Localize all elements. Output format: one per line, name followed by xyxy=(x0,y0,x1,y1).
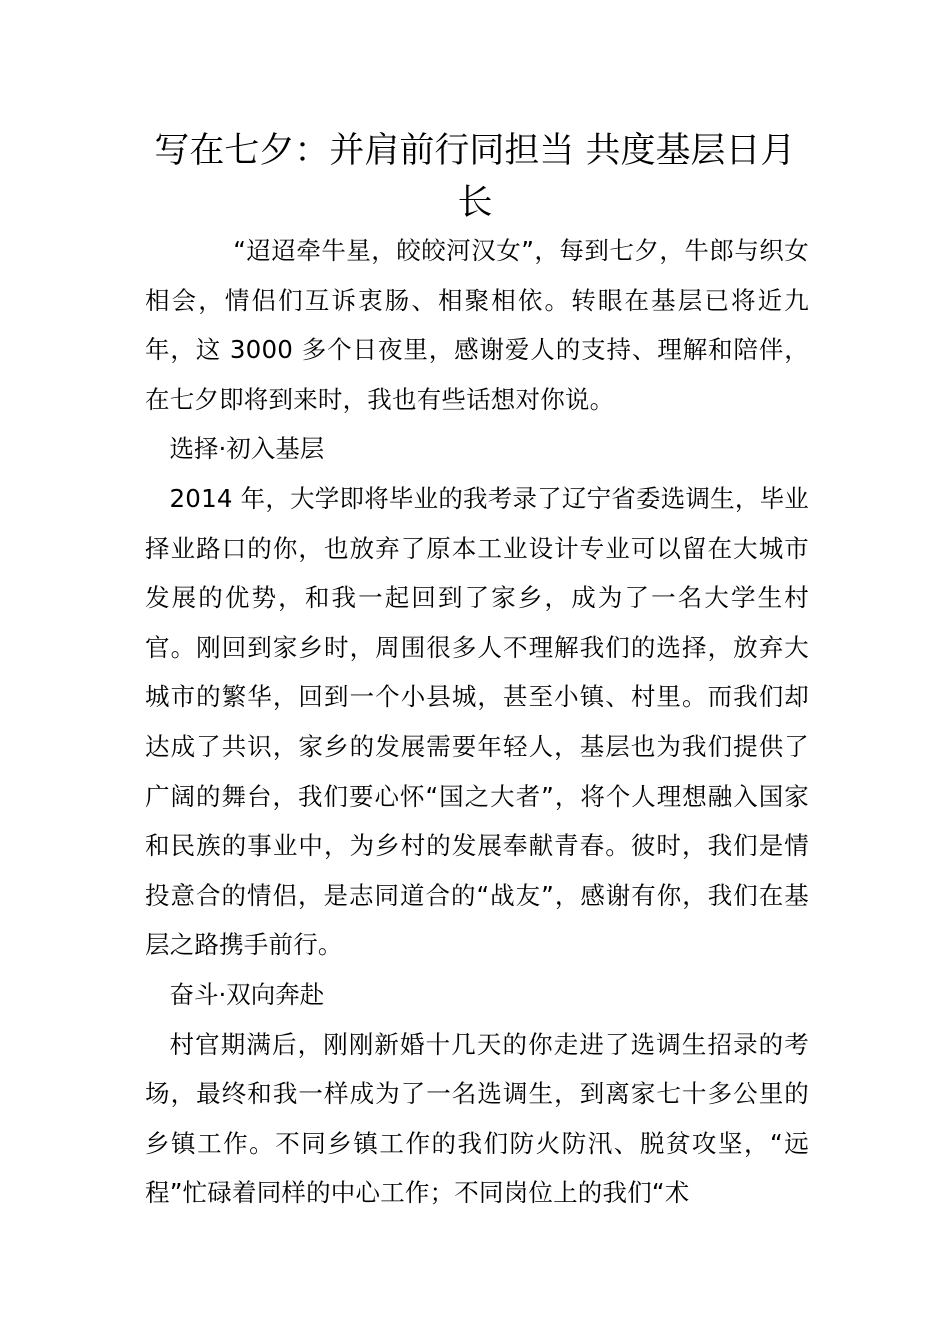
section-paragraph-choice: 2014 年，大学即将毕业的我考录了辽宁省委选调生，毕业择业路口的你，也放弃了原本工业设计专业可以留在大城市发展的优势，和我一起回到了家乡，成为了一名大学生村官。刚回到家乡时，周围很多人不理解我们的选择，放弃大城市的繁华，回到一个小县城，甚至小镇、村里。而我们却达成了共识，家乡的发展需要年轻人，基层也为我们提供了广阔的舞台，我们要心怀“国之大者”，将个人理想融入国家和民族的事业中，为乡村的发展奉献青春。彼时，我们是情投意合的情侣，是志同道合的“战友”，感谢有你，我们在基层之路携手前行。 xyxy=(145,483,809,960)
document-body xyxy=(145,226,809,1218)
section-heading-struggle: 奋斗·双向奔赴 xyxy=(169,979,325,1009)
section-heading-choice: 选择·初入基层 xyxy=(169,434,325,464)
intro-paragraph: “迢迢牵牛星，皎皎河汉女”，每到七夕，牛郎与织女相会，情侣们互诉衷肠、相聚相依。转眼在基层已将近九年，这 3000 多个日夜里，感谢爱人的支持、理解和陪伴，在七夕即将到来时，我也有些话想对你说。 xyxy=(145,236,809,414)
section-paragraph-struggle: 村官期满后，刚刚新婚十几天的你走进了选调生招录的考场，最终和我一样成为了一名选调生，到离家七十多公里的乡镇工作。不同乡镇工作的我们防火防汛、脱贫攻坚，“远程”忙碌着同样的中心工作；不同岗位上的我们“术 xyxy=(145,1029,809,1208)
document-title: 写在七夕：并肩前行同担当 共度基层日月长 xyxy=(154,131,796,223)
